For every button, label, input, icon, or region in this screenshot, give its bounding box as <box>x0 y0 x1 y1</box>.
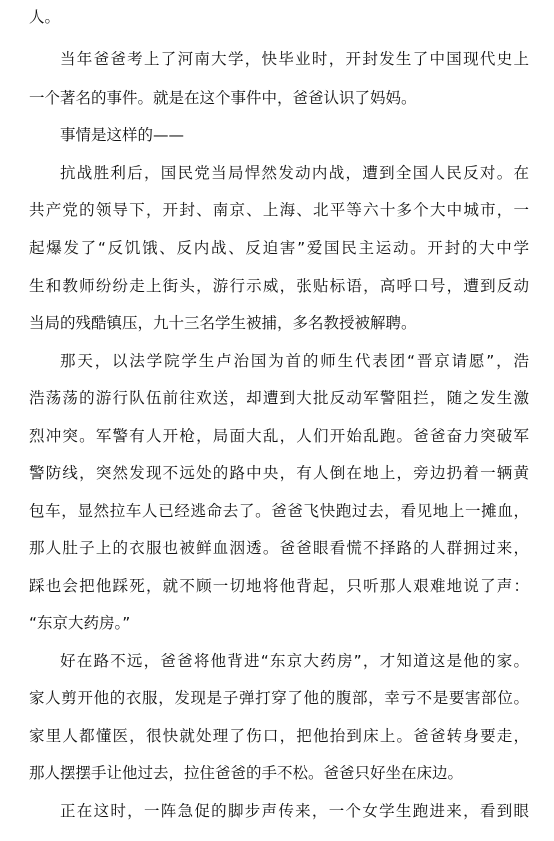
text-line: 共产党的领导下，开封、南京、上海、北平等六十多个大中城市，一 <box>29 201 529 219</box>
text-line: 当局的残酷镇压，九十三名学生被捕，多名教授被解聘。 <box>29 314 417 332</box>
paragraph-4-line: 那天，以法学院学生卢治国为首的师生代表团“晋京请愿”，浩 <box>60 352 529 370</box>
paragraph-5-line: 好在路不远，爸爸将他背进“东京大药房”，才知道这是他的家。 <box>60 652 529 670</box>
paragraph-6-line: 正在这时，一阵急促的脚步声传来，一个女学生跑进来，看到眼 <box>60 802 529 820</box>
text-line: 人。 <box>29 8 61 26</box>
text-line: 起爆发了“反饥饿、反内战、反迫害”爱国民主运动。开封的大中学 <box>29 239 529 257</box>
text-line: 那人肚子上的衣服也被鲜血洇透。爸爸眼看慌不择路的人群拥过来， <box>29 539 529 557</box>
text-line: 那人摆摆手让他过去，拉住爸爸的手不松。爸爸只好坐在床边。 <box>29 764 464 782</box>
text-line: 生和教师纷纷走上街头，游行示威，张贴标语，高呼口号，遭到反动 <box>29 277 529 295</box>
paragraph-3-line: 抗战胜利后，国民党当局悍然发动内战，遭到全国人民反对。在 <box>60 164 529 182</box>
text-line: 一个著名的事件。就是在这个事件中，爸爸认识了妈妈。 <box>29 89 417 107</box>
text-line: 家人剪开他的衣服，发现是子弹打穿了他的腹部，幸亏不是要害部位。 <box>29 689 529 707</box>
text-line: 烈冲突。军警有人开枪，局面大乱，人们开始乱跑。爸爸奋力突破军 <box>29 427 529 445</box>
text-line: “东京大药房。” <box>29 614 131 632</box>
text-line: 包车，显然拉车人已经逃命去了。爸爸飞快跑过去，看见地上一摊血， <box>29 502 529 520</box>
text-line: 家里人都懂医，很快就处理了伤口，把他抬到床上。爸爸转身要走， <box>29 727 529 745</box>
paragraph-1-line: 当年爸爸考上了河南大学，快毕业时，开封发生了中国现代史上 <box>60 50 529 68</box>
paragraph-2-line: 事情是这样的—— <box>60 126 185 144</box>
text-line: 踩也会把他踩死，就不顾一切地将他背起，只听那人艰难地说了声： <box>29 577 529 595</box>
text-line: 警防线，突然发现不远处的路中央，有人倒在地上，旁边扔着一辆黄 <box>29 464 529 482</box>
text-line: 浩荡荡的游行队伍前往欢送，却遭到大批反动军警阻拦，随之发生激 <box>29 389 529 407</box>
